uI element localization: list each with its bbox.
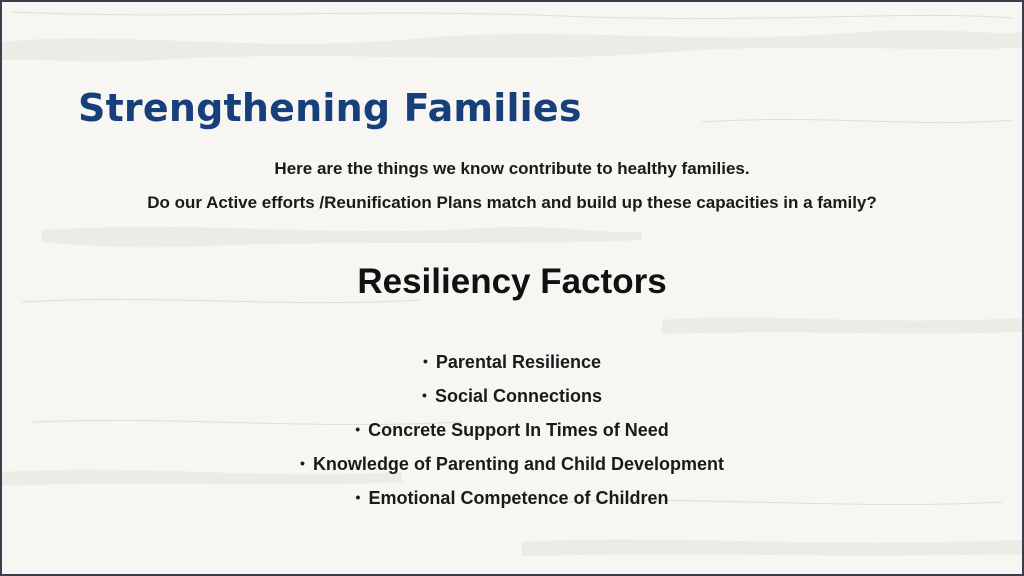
factor-label: Concrete Support In Times of Need (368, 420, 669, 440)
intro-line-1: Here are the things we know contribute to healthy families. (274, 159, 750, 178)
factor-item (2, 412, 1022, 446)
factor-item (2, 378, 1022, 412)
resiliency-factors-heading: Resiliency Factors (357, 262, 667, 301)
factor-label: Emotional Competence of Children (368, 488, 669, 508)
bullet-icon: • (355, 421, 361, 437)
slide-title: Strengthening Families (78, 86, 582, 130)
bullet-icon: • (422, 387, 427, 403)
bullet-icon: • (300, 455, 305, 471)
factor-label: Parental Resilience (435, 352, 601, 372)
factor-item (2, 480, 1022, 514)
bullet-icon: • (355, 489, 361, 505)
factor-item (2, 446, 1022, 480)
slide (2, 2, 1022, 574)
bullet-icon: • (423, 353, 428, 369)
factor-label: Social Connections (434, 386, 602, 406)
factor-label: Knowledge of Parenting and Child Development (312, 454, 724, 474)
resiliency-factors-list (2, 344, 1022, 514)
intro-line-2: Do our Active efforts /Reunification Plans match and build up these capacities in a family? (147, 193, 877, 212)
factor-item (2, 344, 1022, 378)
